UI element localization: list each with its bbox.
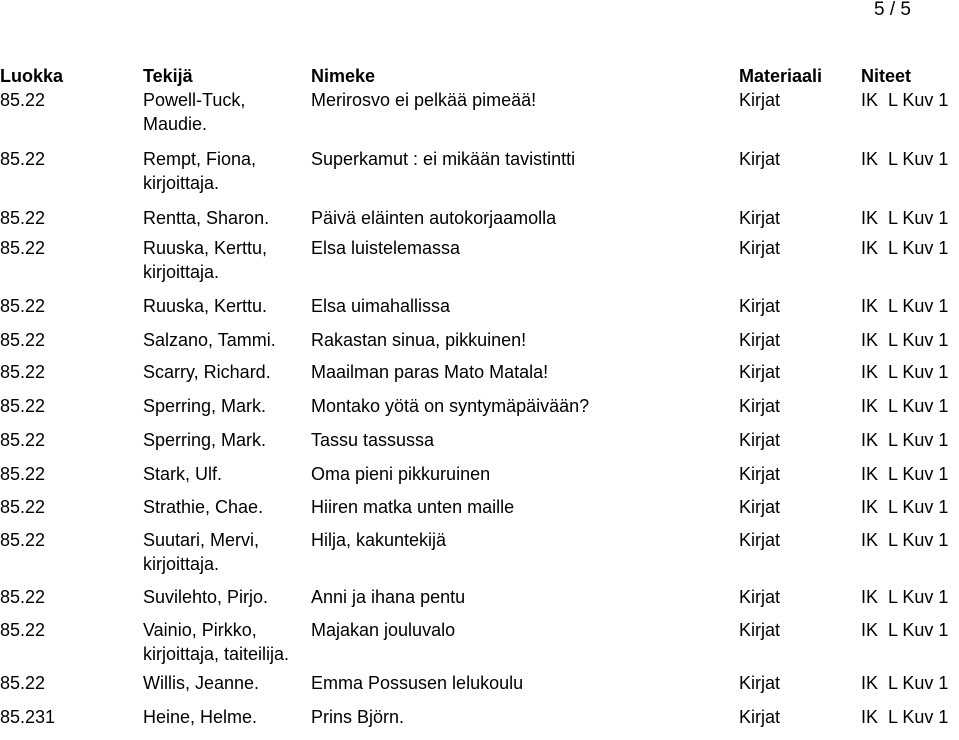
table-row [0,360,959,394]
page-number: 5 / 5 [874,0,911,20]
cell-author: Sperring, Mark. [143,396,267,416]
cell-shelf: IK L Kuv 1 [861,620,949,640]
header-title: Nimeke [311,66,376,86]
cell-author: Vainio, Pirkko, kirjoittaja, taiteilija. [143,620,290,664]
cell-material: Kirjat [739,673,781,693]
cell-title: Superkamut : ei mikään tavistintti [311,149,576,169]
cell-title: Emma Possusen lelukoulu [311,673,524,693]
table-body [0,88,959,740]
cell-author: Willis, Jeanne. [143,673,260,693]
table-row [0,328,959,360]
cell-shelf: IK L Kuv 1 [861,430,949,450]
table-row [0,495,959,528]
cell-shelf: IK L Kuv 1 [861,296,949,316]
cell-shelf: IK L Kuv 1 [861,673,949,693]
cell-title: Montako yötä on syntymäpäivään? [311,396,590,416]
cell-material: Kirjat [739,587,781,607]
cell-shelf: IK L Kuv 1 [861,587,949,607]
cell-author: Powell-Tuck, Maudie. [143,90,246,134]
cell-title: Oma pieni pikkuruinen [311,464,491,484]
cell-title: Tassu tassussa [311,430,435,450]
cell-material: Kirjat [739,149,781,169]
table-header [0,64,959,88]
table-row [0,462,959,495]
header-material: Materiaali [739,66,823,86]
cell-class: 85.22 [0,620,46,640]
table-row [0,528,959,585]
cell-title: Maailman paras Mato Matala! [311,362,549,382]
table-row [0,428,959,462]
table-row [0,585,959,618]
cell-author: Suutari, Mervi, kirjoittaja. [143,530,260,574]
table-row [0,147,959,206]
cell-shelf: IK L Kuv 1 [861,530,949,550]
cell-class: 85.22 [0,673,46,693]
cell-shelf: IK L Kuv 1 [861,362,949,382]
cell-shelf: IK L Kuv 1 [861,497,949,517]
cell-class: 85.22 [0,430,46,450]
table-row [0,671,959,705]
cell-title: Päivä eläinten autokorjaamolla [311,208,557,228]
cell-author: Rentta, Sharon. [143,208,270,228]
cell-author: Ruuska, Kerttu. [143,296,268,316]
cell-title: Anni ja ihana pentu [311,587,466,607]
table-row [0,88,959,147]
cell-material: Kirjat [739,90,781,110]
cell-author: Scarry, Richard. [143,362,271,382]
cell-material: Kirjat [739,530,781,550]
table-row [0,618,959,671]
cell-shelf: IK L Kuv 1 [861,208,949,228]
holdings-table [0,64,959,740]
cell-material: Kirjat [739,707,781,727]
cell-author: Ruuska, Kerttu, kirjoittaja. [143,238,268,282]
cell-author: Stark, Ulf. [143,464,223,484]
cell-material: Kirjat [739,330,781,350]
cell-shelf: IK L Kuv 1 [861,149,949,169]
cell-title: Elsa luistelemassa [311,238,461,258]
cell-author: Salzano, Tammi. [143,330,276,350]
table-row [0,206,959,236]
cell-class: 85.22 [0,362,46,382]
cell-shelf: IK L Kuv 1 [861,90,949,110]
table-row [0,705,959,740]
cell-class: 85.22 [0,396,46,416]
cell-title: Majakan jouluvalo [311,620,456,640]
cell-class: 85.22 [0,296,46,316]
cell-material: Kirjat [739,362,781,382]
cell-class: 85.22 [0,90,46,110]
cell-class: 85.22 [0,330,46,350]
cell-class: 85.22 [0,238,46,258]
cell-shelf: IK L Kuv 1 [861,464,949,484]
cell-author: Heine, Helme. [143,707,258,727]
cell-material: Kirjat [739,620,781,640]
table-row [0,294,959,328]
table-row [0,394,959,428]
header-shelf: Niteet [861,66,912,86]
cell-author: Rempt, Fiona, kirjoittaja. [143,149,257,193]
cell-shelf: IK L Kuv 1 [861,707,949,727]
cell-shelf: IK L Kuv 1 [861,330,949,350]
cell-title: Rakastan sinua, pikkuinen! [311,330,527,350]
cell-author: Sperring, Mark. [143,430,267,450]
cell-class: 85.22 [0,464,46,484]
cell-shelf: IK L Kuv 1 [861,238,949,258]
cell-material: Kirjat [739,497,781,517]
table-row [0,236,959,294]
cell-class: 85.22 [0,530,46,550]
cell-class: 85.22 [0,587,46,607]
cell-title: Hilja, kakuntekijä [311,530,447,550]
cell-material: Kirjat [739,296,781,316]
cell-title: Elsa uimahallissa [311,296,451,316]
header-class: Luokka [0,66,64,86]
cell-material: Kirjat [739,238,781,258]
cell-material: Kirjat [739,208,781,228]
cell-shelf: IK L Kuv 1 [861,396,949,416]
cell-material: Kirjat [739,464,781,484]
cell-author: Strathie, Chae. [143,497,264,517]
cell-class: 85.22 [0,149,46,169]
cell-material: Kirjat [739,396,781,416]
cell-class: 85.22 [0,208,46,228]
cell-title: Hiiren matka unten maille [311,497,515,517]
cell-title: Merirosvo ei pelkää pimeää! [311,90,537,110]
cell-class: 85.22 [0,497,46,517]
cell-material: Kirjat [739,430,781,450]
cell-title: Prins Björn. [311,707,405,727]
cell-class: 85.231 [0,707,56,727]
cell-author: Suvilehto, Pirjo. [143,587,269,607]
header-author: Tekijä [143,66,193,86]
